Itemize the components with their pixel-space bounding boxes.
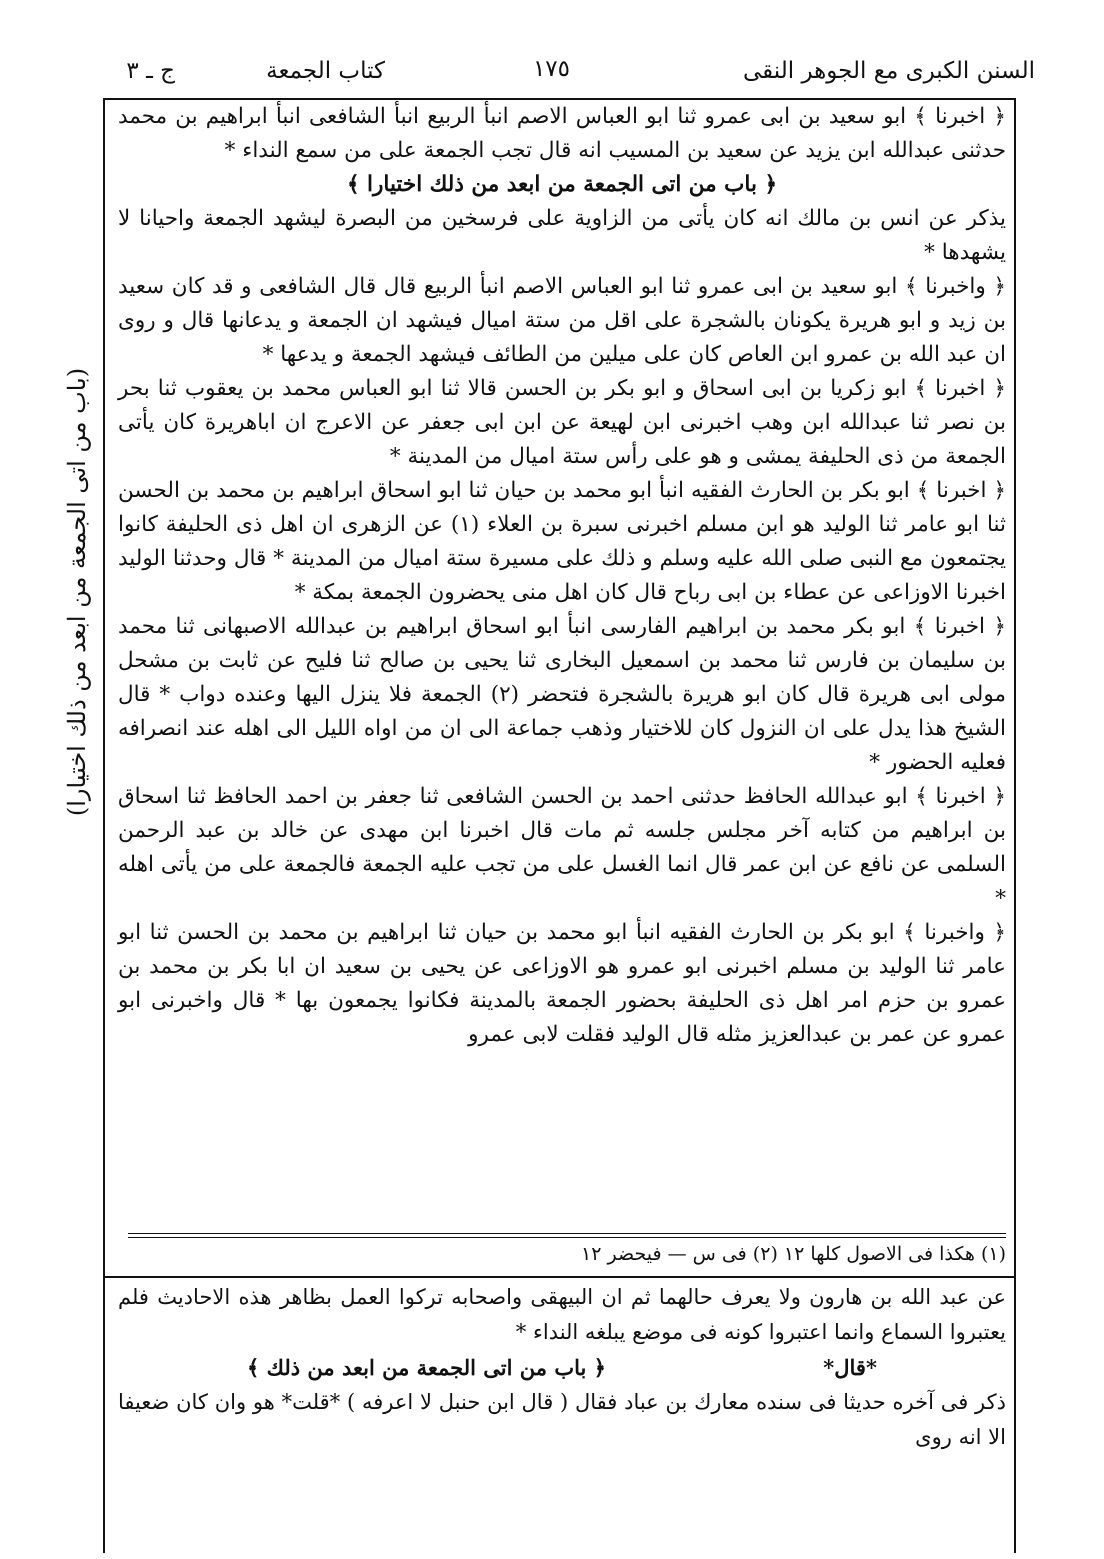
paragraph: ﴿ اخبرنا ﴾ ابو زكريا بن ابى اسحاق و ابو بكر بن الحسن قالا ثنا ابو العباس محمد بن يعقوب ثنا بحر بن نصر ثنا عبدالله ابن وهب اخبرنى ابن لهيعة عن ابن ابى جعفر عن الاعرج ان اباهريرة كان يأتى الجمعة من ذى الحليفة يمشى و هو على رأس ستة اميال من المدينة * — [118, 376, 1006, 469]
section-heading: ﴿ باب من اتى الجمعة من ابعد من ذلك اختيارا ﴾ — [346, 172, 778, 197]
footnote-rule-double — [128, 1237, 1006, 1238]
chapter-title: كتاب الجمعة — [266, 58, 385, 84]
paragraph: ﴿ واخبرنا ﴾ ابو سعيد بن ابى عمرو ثنا ابو العباس الاصم انبأ الربيع قال قال الشافعى و قد كان سعيد بن زيد و ابو هريرة يكونان بالشجرة على اقل من ستة اميال فيشهد ان الجمعة و يدعانها قال و روى ان عبد الله بن عمرو ابن العاص كان على ميلين من الطائف فيشهد الجمعة و يدعها * — [118, 274, 1006, 367]
book-title: السنن الكبرى مع الجوهر النقى — [743, 58, 1035, 84]
commentary-paragraph: ذكر فى آخره حديثا فى سنده معارك بن عباد فقال ( قال ابن حنبل لا اعرفه ) *قلت* هو وان كان ضعيفا الا انه روى — [118, 1390, 1006, 1449]
paragraph: ﴿ اخبرنا ﴾ ابو بكر بن الحارث الفقيه انبأ ابو محمد بن حيان ثنا ابو اسحاق ابراهيم بن محمد بن الحسن ثنا ابو عامر ثنا الوليد هو ابن مسلم اخبرنى سبرة بن العلاء (١) عن الزهرى ان اهل ذى الحليفة كانوا يجتمعون مع النبى صلى الله عليه وسلم و ذلك على مسيرة ستة اميال من المدينة * قال وحدثنا الوليد اخبرنا الاوزاعى عن عطاء بن ابى رباح قال كان اهل منى يحضرون الجمعة بمكة * — [118, 478, 1006, 605]
paragraph: ﴿ واخبرنا ﴾ ابو بكر بن الحارث الفقيه انبأ ابو محمد بن حيان ثنا ابراهيم بن محمد بن الحسن ثنا ابو عامر ثنا الوليد بن مسلم اخبرنى ابو عمرو هو الاوزاعى عن يحيى بن سعيد ان ابا بكر بن محمد بن عمرو بن حزم امر اهل ذى الحليفة بحضور الجمعة بالمدينة فكانوا يجمعون بها * قال واخبرنى ابو عمرو عن عمر بن عبدالعزيز مثله قال الوليد فقلت لابى عمرو — [118, 920, 1006, 1047]
commentary-heading-line — [118, 1350, 1006, 1385]
commentary-rule — [103, 1276, 1016, 1278]
margin-note: (باب من اتى الجمعة من ابعد من ذلك اختيارا) — [63, 367, 91, 817]
commentary-paragraph: عن عبد الله بن هارون ولا يعرف حالهما ثم ان البيهقى واصحابه تركوا العمل بظاهر هذه الاحاديث فلم يعتبروا السماع وانما اعتبروا كونه فى موضع يبلغه النداء * — [118, 1285, 1006, 1344]
paragraph: ﴿ اخبرنا ﴾ ابو بكر محمد بن ابراهيم الفارسى انبأ ابو اسحاق ابراهيم بن عبدالله الاصبهانى ثنا محمد بن سليمان بن فارس ثنا محمد بن اسمعيل البخارى ثنا يحيى بن صالح ثنا فليح عن ثابت بن مشحل مولى ابى هريرة قال كان ابو هريرة بالشجرة فتحضر (٢) الجمعة فلا ينزل اليها وعنده دواب * قال الشيخ هذا يدل على ان النزول كان للاختيار وذهب جماعة الى ان من اواه الليل الى اهله عند انصرافه فعليه الحضور * — [118, 614, 1006, 775]
page-header — [70, 50, 1035, 96]
commentary — [118, 1280, 1006, 1455]
qala-marker: *قال* — [823, 1355, 877, 1380]
main-text — [118, 100, 1006, 1052]
paragraph: يذكر عن انس بن مالك انه كان يأتى من الزاوية على فرسخين من البصرة ليشهد الجمعة واحيانا لا يشهدها * — [118, 206, 1006, 265]
footnotes: (١) هكذا فى الاصول كلها ١٢ (٢) فى س — فيحضر ١٢ — [581, 1243, 1006, 1265]
volume-label: ج ـ ٣ — [126, 58, 175, 84]
page-number: ١٧٥ — [532, 56, 570, 82]
paragraph: ﴿ اخبرنا ﴾ ابو عبدالله الحافظ حدثنى احمد بن الحسن الشافعى ثنا جعفر بن احمد الحافظ ثنا اسحاق بن ابراهيم من كتابه آخر مجلس جلسه ثم مات قال اخبرنا ابن مهدى عن خالد بن عبد الرحمن السلمى عن نافع عن ابن عمر قال انما الغسل على من تجب عليه الجمعة فالجمعة على من يأتى اهله * — [118, 784, 1006, 911]
footnote-rule — [128, 1233, 1006, 1234]
commentary-heading: ﴿ باب من اتى الجمعة من ابعد من ذلك ﴾ — [247, 1355, 606, 1380]
paragraph: ﴿ اخبرنا ﴾ ابو سعيد بن ابى عمرو ثنا ابو العباس الاصم انبأ الربيع انبأ الشافعى انبأ ابراهيم بن محمد حدثنى عبدالله ابن يزيد عن سعيد بن المسيب انه قال تجب الجمعة على من سمع النداء * — [118, 104, 1006, 163]
